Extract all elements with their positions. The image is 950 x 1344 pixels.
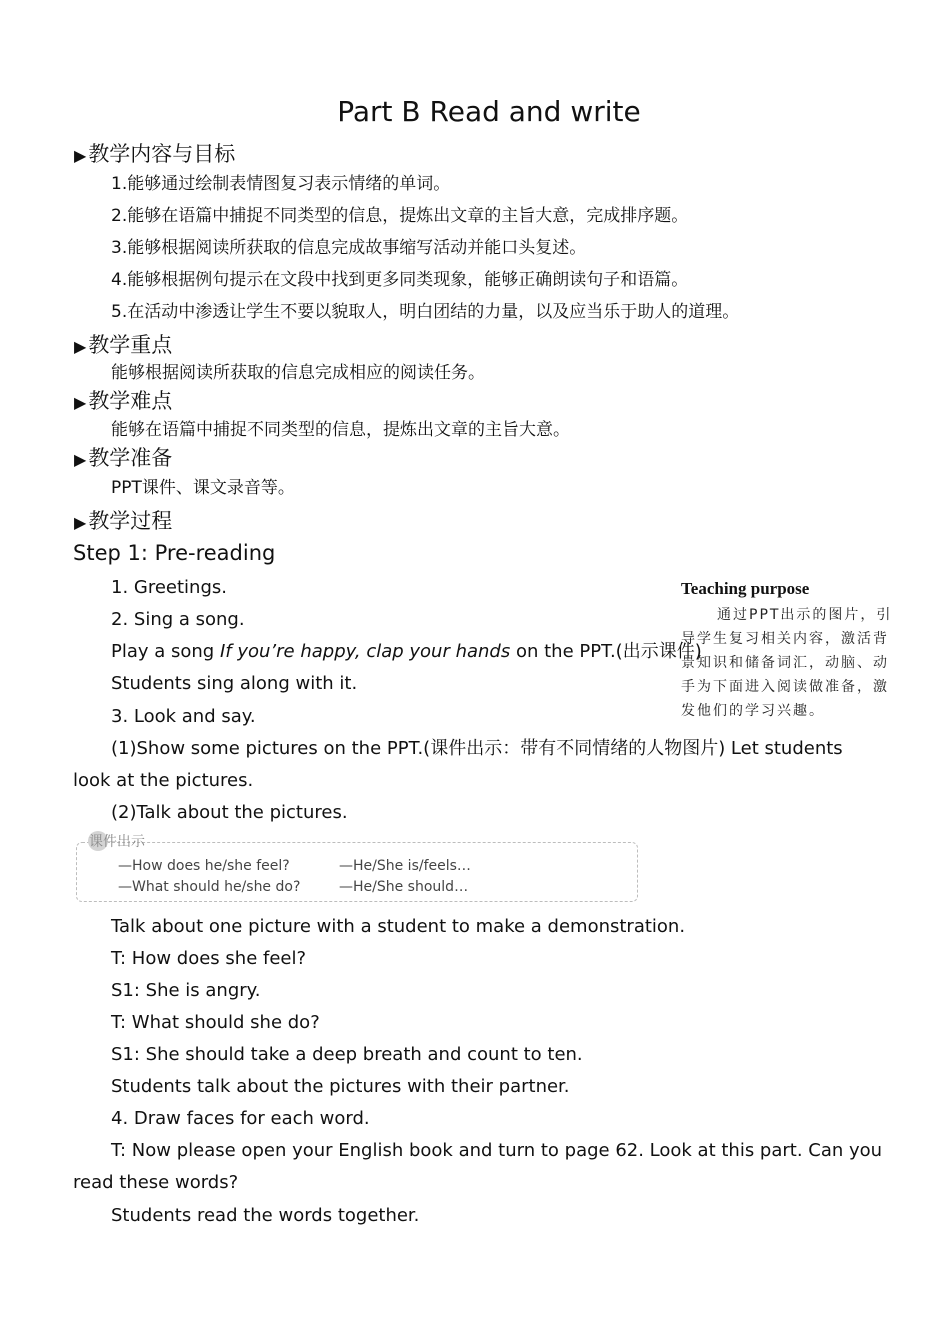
teaching-purpose-title: Teaching purpose: [681, 579, 810, 598]
section-heading-process: [74, 506, 172, 538]
step-line: (2)Talk about the pictures.: [111, 802, 348, 823]
preparation-heading-text: 教学准备: [88, 446, 173, 470]
song-title: If you’re happy, clap your hands: [219, 641, 511, 662]
step-line: Students sing along with it.: [111, 673, 358, 694]
triangle-bullet-icon: ▶: [74, 146, 87, 165]
goal-item: 5.在活动中渗透让学生不要以貌取人，明白团结的力量，以及应当乐于助人的道理。: [111, 302, 740, 322]
step-line: 1. Greetings.: [111, 577, 227, 598]
section-heading-key-points: [74, 330, 172, 362]
difficulties-text: 能够在语篇中捕捉不同类型的信息，提炼出文章的主旨大意。: [111, 420, 570, 440]
dialogue-line: T: Now please open your English book and turn to page 62. Look at this part. Can you: [111, 1140, 883, 1161]
step-line: Students talk about the pictures with their partner.: [111, 1076, 570, 1097]
page-title: Part B Read and write: [337, 95, 641, 128]
goal-item: 3.能够根据阅读所获取的信息完成故事缩写活动并能口头复述。: [111, 238, 587, 258]
step-line: 2. Sing a song.: [111, 609, 245, 630]
dialogue-line: T: What should she do?: [111, 1012, 320, 1033]
section-heading-goals: [74, 139, 235, 171]
section-heading-preparation: [74, 443, 172, 475]
courseware-question: —How does he/she feel?: [118, 858, 290, 874]
section-heading-difficulties: [74, 386, 172, 418]
triangle-bullet-icon: ▶: [74, 393, 87, 412]
teaching-purpose-body: 通过PPT出示的图片，引导学生复习相关内容，激活背景知识和储备词汇，动脑、动手为下面进入阅读做准备，激发他们的学习兴趣。: [681, 607, 893, 719]
dialogue-line: read these words?: [73, 1172, 239, 1193]
triangle-bullet-icon: ▶: [74, 450, 87, 469]
step-line: (1)Show some pictures on the PPT.(课件出示：带有不同情绪的人物图片) Let students: [111, 738, 843, 759]
dialogue-line: S1: She should take a deep breath and count to ten.: [111, 1044, 583, 1065]
preparation-text: PPT课件、课文录音等。: [111, 478, 295, 498]
difficulties-heading-text: 教学难点: [88, 389, 173, 413]
triangle-bullet-icon: ▶: [74, 337, 87, 356]
step-line: look at the pictures.: [73, 770, 254, 791]
play-text-end: on the PPT.(出示课件): [510, 641, 702, 662]
process-heading-text: 教学过程: [88, 509, 173, 533]
courseware-answer: —He/She is/feels…: [339, 858, 471, 874]
goal-item: 4.能够根据例句提示在文段中找到更多同类现象，能够正确朗读句子和语篇。: [111, 270, 689, 290]
goal-item: 1.能够通过绘制表情图复习表示情绪的单词。: [111, 174, 451, 194]
dialogue-line: T: How does she feel?: [111, 948, 307, 969]
courseware-label: 课件出示: [89, 834, 145, 850]
key-points-text: 能够根据阅读所获取的信息完成相应的阅读任务。: [111, 363, 485, 383]
dialogue-line: S1: She is angry.: [111, 980, 261, 1001]
step-line: 3. Look and say.: [111, 706, 256, 727]
goal-item: 2.能够在语篇中捕捉不同类型的信息，提炼出文章的主旨大意，完成排序题。: [111, 206, 689, 226]
courseware-answer: —He/She should…: [339, 879, 469, 895]
step-line: Talk about one picture with a student to make a demonstration.: [111, 916, 686, 937]
goals-heading-text: 教学内容与目标: [88, 142, 236, 166]
step-title: Step 1: Pre-reading: [73, 541, 276, 565]
triangle-bullet-icon: ▶: [74, 513, 87, 532]
step-line: Students read the words together.: [111, 1205, 420, 1226]
step-line-play-song: [111, 639, 702, 665]
key-points-heading-text: 教学重点: [88, 333, 173, 357]
play-text: Play a song: [111, 641, 220, 662]
step-line: 4. Draw faces for each word.: [111, 1108, 370, 1129]
courseware-question: —What should he/she do?: [118, 879, 301, 895]
